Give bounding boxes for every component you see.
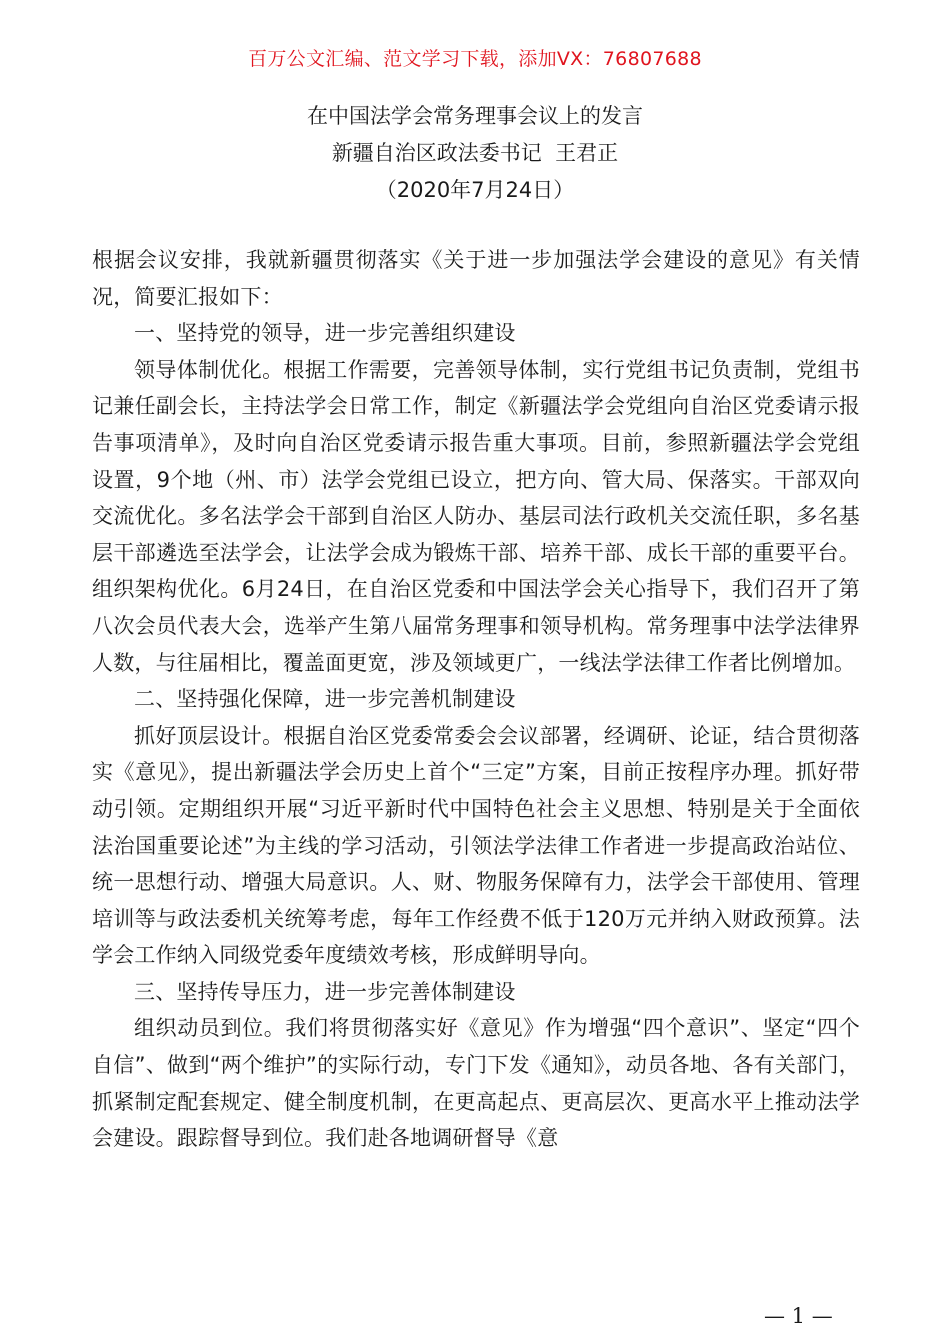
page-number: — 1 — (764, 1304, 833, 1328)
section-heading-2: 二、坚持强化保障，进一步完善机制建设 (134, 687, 516, 712)
section-heading-1: 一、坚持党的领导，进一步完善组织建设 (134, 321, 516, 346)
section-heading-3: 三、坚持传导压力，进一步完善体制建设 (134, 979, 516, 1004)
document-body (92, 242, 860, 1157)
intro-paragraph: 根据会议安排，我就新疆贯彻落实《关于进一步加强法学会建设的意见》有关情况，简要汇报如下： (92, 248, 860, 309)
section-paragraph-1: 领导体制优化。根据工作需要，完善领导体制，实行党组书记负责制，党组书记兼任副会长，主持法学会日常工作，制定《新疆法学会党组向自治区党委请示报告事项清单》，及时向自治区党委请示报告重大事项。目前，参照新疆法学会党组设置，9个地（州、市）法学会党组已设立，把方向、管大局、保落实。干部双向交流优化。多名法学会干部到自治区人防办、基层司法行政机关交流任职，多名基层干部遴选至法学会，让法学会成为锻炼干部、培养干部、成长干部的重要平台。组织架构优化。6月24日，在自治区党委和中国法学会关心指导下，我们召开了第八次会员代表大会，选举产生第八届常务理事和领导机构。常务理事中法学法律界人数，与往届相比，覆盖面更宽，涉及领域更广，一线法学法律工作者比例增加。 (92, 357, 860, 675)
speaker-line: 新疆自治区政法委书记 王君正 (331, 141, 619, 165)
title-block (0, 98, 950, 209)
section-paragraph-2: 抓好顶层设计。根据自治区党委常委会会议部署，经调研、论证，结合贯彻落实《意见》，提出新疆法学会历史上首个“三定”方案，目前正按程序办理。抓好带动引领。定期组织开展“习近平新时代中国特色社会主义思想、特别是关于全面依法治国重要论述”为主线的学习活动，引领法学法律工作者进一步提高政治站位、统一思想行动、增强大局意识。人、财、物服务保障有力，法学会干部使用、管理培训等与政法委机关统筹考虑，每年工作经费不低于120万元并纳入财政预算。法学会工作纳入同级党委年度绩效考核，形成鲜明导向。 (92, 723, 860, 968)
page-title: 在中国法学会常务理事会议上的发言 (307, 104, 643, 128)
section-paragraph-3: 组织动员到位。我们将贯彻落实好《意见》作为增强“四个意识”、坚定“四个自信”、做到“两个维护”的实际行动，专门下发《通知》，动员各地、各有关部门，抓紧制定配套规定、健全制度机制，在更高起点、更高层次、更高水平上推动法学会建设。跟踪督导到位。我们赴各地调研督导《意 (92, 1016, 860, 1151)
header-banner: 百万公文汇编、范文学习下载，添加VX：76807688 (248, 48, 702, 70)
date-line: （2020年7月24日） (375, 178, 575, 202)
